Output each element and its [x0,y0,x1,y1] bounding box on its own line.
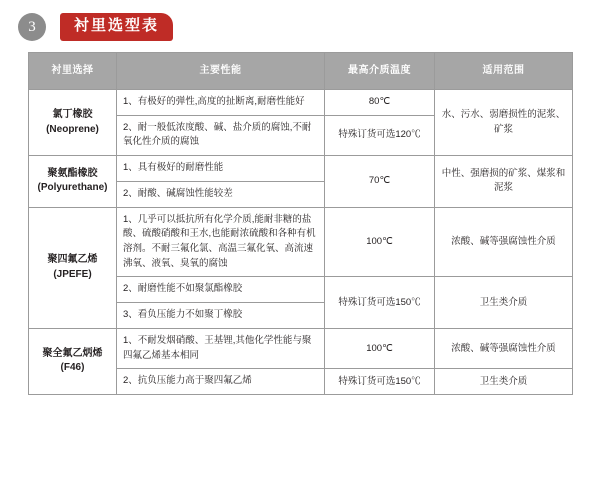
liner-name-cell [29,156,117,207]
performance-cell: 2、耐酸、碱腐蚀性能较差 [117,181,325,207]
liner-name-en: (Neoprene) [46,123,99,135]
table-header-row [29,53,573,90]
performance-cell: 1、不耐发烟硝酸、王基锂,其他化学性能与聚四氟乙烯基本相同 [117,328,325,368]
liner-name-cn: 氯丁橡胶 [52,109,93,121]
scope-cell: 浓酸、碱等强腐蚀性介质 [435,328,573,368]
liner-name-en: (F46) [60,362,85,374]
page-header [0,0,600,44]
temperature-cell: 特殊订货可选150℃ [325,277,435,328]
temperature-cell: 80℃ [325,90,435,116]
scope-cell: 卫生类介质 [435,277,573,328]
performance-cell: 3、看负压能力不如聚丁橡胶 [117,303,325,329]
table-row [29,156,573,182]
table-row [29,207,573,277]
scope-cell: 浓酸、碱等强腐蚀性介质 [435,207,573,277]
performance-cell: 1、几乎可以抵抗所有化学介质,能耐非糖的盐酸、硫酸硝酸和王水,也能耐浓硫酸和各种有机溶剂。不耐三氟化氯、高温三氟化氧、高流速沸氧、液氧、臭氧的腐蚀 [117,207,325,277]
temperature-cell: 100℃ [325,207,435,277]
liner-name-cell [29,207,117,328]
column-header-temperature: 最高介质温度 [325,53,435,90]
temperature-cell: 特殊订货可选120℃ [325,115,435,155]
table-body [29,90,573,395]
table-container [0,44,600,395]
column-header-performance: 主要性能 [117,53,325,90]
scope-cell: 卫生类介质 [435,369,573,395]
temperature-cell: 特殊订货可选150℃ [325,369,435,395]
liner-selection-table [28,52,573,395]
temperature-cell: 100℃ [325,328,435,368]
table-row [29,90,573,116]
liner-name-cn: 聚四氟乙烯 [47,254,98,266]
table-row [29,328,573,368]
column-header-liner: 衬里选择 [29,53,117,90]
liner-name-en: (JPEFE) [53,268,92,280]
scope-cell: 水、污水、弱磨损性的泥浆、矿浆 [435,90,573,156]
liner-name-cn: 聚全氟乙炳烯 [42,347,103,359]
performance-cell: 1、有极好的弹性,高度的扯断离,耐磨性能好 [117,90,325,116]
liner-name-cell [29,90,117,156]
temperature-cell: 70℃ [325,156,435,207]
performance-cell: 1、具有极好的耐磨性能 [117,156,325,182]
performance-cell: 2、耐磨性能不如聚氯酯橡胶 [117,277,325,303]
liner-name-cell [29,328,117,394]
performance-cell: 2、抗负压能力高于聚四氟乙烯 [117,369,325,395]
liner-name-cn: 聚氨酯橡胶 [47,167,98,179]
column-header-scope: 适用范围 [435,53,573,90]
step-badge: 3 [18,13,46,41]
page-title: 衬里选型表 [60,13,173,41]
performance-cell: 2、耐一般低浓度酸、碱、盐介质的腐蚀,不耐氧化性介质的腐蚀 [117,115,325,155]
liner-name-en: (Polyurethane) [37,182,108,194]
scope-cell: 中性、强磨损的矿浆、煤浆和泥浆 [435,156,573,207]
